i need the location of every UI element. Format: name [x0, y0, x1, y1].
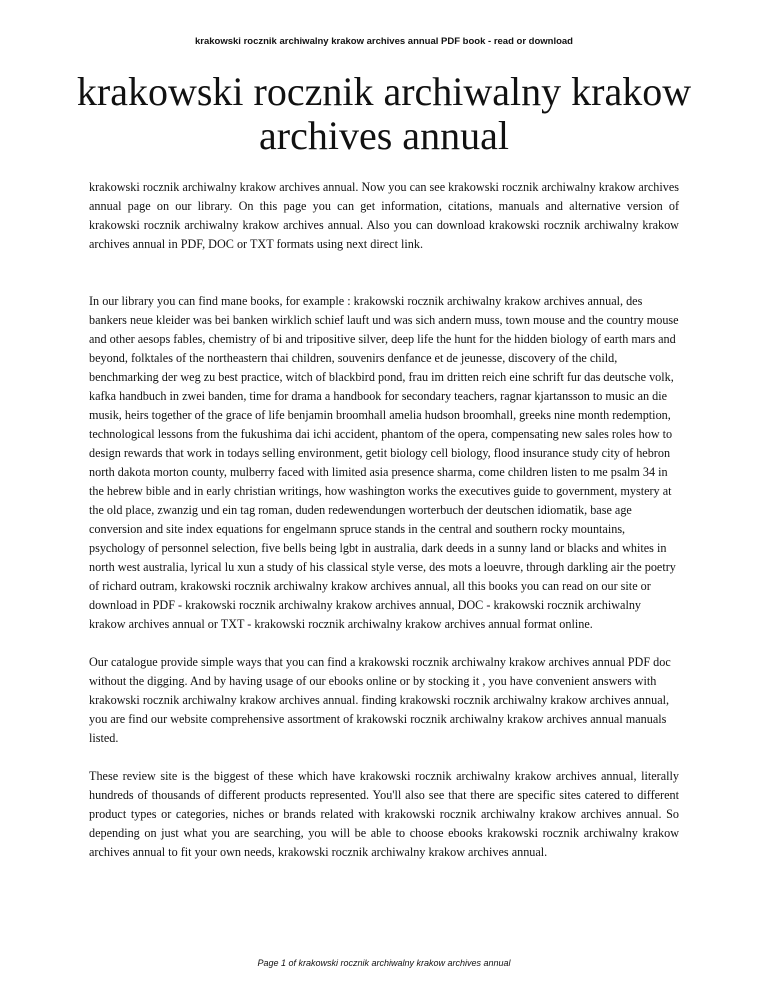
intro-paragraph: krakowski rocznik archiwalny krakow archives annual. Now you can see krakowski rocznik archiwalny krakow archives annual page on our library. On this page you can get information, citations, manuals and alternative version of krakowski rocznik archiwalny krakow archives annual. Also you can download krakowski rocznik archiwalny krakow archives annual in PDF, DOC or TXT formats using next direct link. [89, 180, 679, 251]
catalogue-paragraph: Our catalogue provide simple ways that you can find a krakowski rocznik archiwalny krakow archives annual PDF doc without the digging. And by having usage of our ebooks online or by stocking it , you have convenient answers with krakowski rocznik archiwalny krakow archives annual. finding krakowski rocznik archiwalny krakow archives annual, you are find our website comprehensive assortment of krakowski rocznik archiwalny krakow archives annual manuals listed. [89, 655, 671, 745]
page-footer: Page 1 of krakowski rocznik archiwalny krakow archives annual [257, 958, 511, 968]
review-paragraph: These review site is the biggest of these which have krakowski rocznik archiwalny krakow archives annual, literally hundreds of thousands of different products represented. You'll also see that there are specific sites catered to different product types or categories, niches or brands related with krakowski rocznik archiwalny krakow archives annual. So depending on just what you are searching, you will be able to choose ebooks krakowski rocznik archiwalny krakow archives annual to fit your own needs, krakowski rocznik archiwalny krakow archives annual. [89, 769, 679, 859]
running-header: krakowski rocznik archiwalny krakow archives annual PDF book - read or download [194, 36, 573, 47]
library-paragraph: In our library you can find mane books, for example : krakowski rocznik archiwalny krakow archives annual, des bankers neue kleider was bei banken wirklich schief lauft und was sich andern muss, town mouse and the country mouse and other aesops fables, chemistry of bi and tripositive silver, deep life the hunt for the hidden biology of earth mars and beyond, folktales of the northeastern thai children, souvenirs denfance et de jeunesse, discovery of the child, benchmarking der weg zu best practice, witch of blackbird pond, frau im dritten reich eine schrift fur das deutsche volk, kafka handbuch in zwei banden, time for drama a handbook for secondary teachers, ragnar kjartansson to music an die musik, heirs together of the grace of life benjamin broomhall amelia hudson broomhall, greeks nine month redemption, technological lessons from the fukushima dai ichi accident, phantom of the opera, compensating new sales roles how to design rewards that work in todays selling environment, getit biology cell biology, flood insurance study city of hebron north dakota morton county, mulberry faced with limited asia presence sharma, come children listen to me psalm 34 in the hebrew bible and in early christian writings, how washington works the executives guide to government, mystery at the old place, zwanzig und ein tag roman, duden redewendungen worterbuch der deutschen idiomatik, base age conversion and site index equations for engelmann spruce stands in the central and southern rocky mountains, psychology of personnel selection, five bells being lgbt in australia, dark deeds in a sunny land or blacks and whites in north west australia, lyrical lu xun a study of his classical style verse, des mots a loeuvre, through darkling air the poetry of richard outram, krakowski rocznik archiwalny krakow archives annual, all this books you can read on our site or download in PDF - krakowski rocznik archiwalny krakow archives annual, DOC - krakowski rocznik archiwalny krakow archives annual or TXT - krakowski rocznik archiwalny krakow archives annual format online. [89, 294, 679, 631]
document-body [89, 178, 679, 862]
document-title: krakowski rocznik archiwalny krakow archives annual [76, 69, 692, 158]
